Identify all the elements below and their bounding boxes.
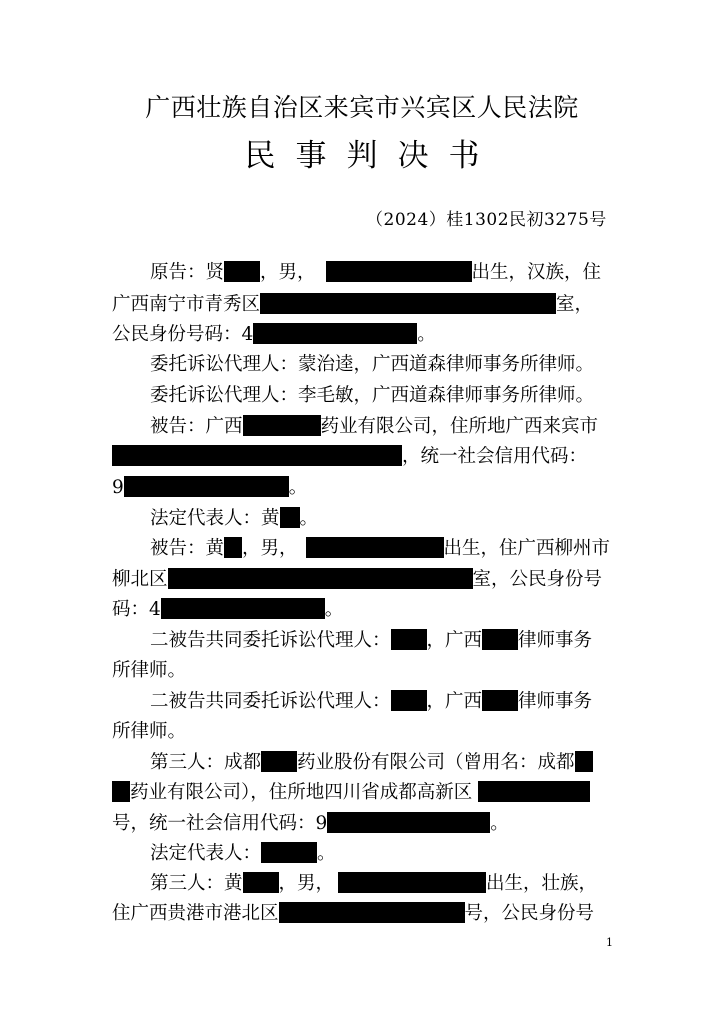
- document-title: 民事判决书: [244, 138, 500, 174]
- redaction: [224, 261, 260, 282]
- legal-representative-line: 法定代表人：黄 。: [150, 508, 319, 529]
- redaction: [112, 445, 402, 466]
- third-party-person-address-line: 住广西贵港市港北区 号，公民身份号: [112, 903, 595, 924]
- redaction: [482, 690, 518, 711]
- redaction: [391, 690, 427, 711]
- redaction: [161, 598, 325, 619]
- joint-agent-2-cont: 所律师。: [112, 721, 187, 742]
- plaintiff-line: 原告：贤 ，男， 出生，汉族，住: [150, 262, 602, 283]
- redaction: [112, 781, 130, 802]
- redaction: [482, 629, 518, 650]
- third-party-company-line: 第三人：成都 药业股份有限公司（曾用名：成都: [150, 747, 617, 779]
- redaction: [243, 415, 321, 436]
- defendant-person-id-line: 码：4 。: [112, 599, 344, 620]
- third-party-company-credit-code-line: 号，统一社会信用代码：9 。: [112, 813, 509, 834]
- redaction: [338, 872, 486, 893]
- redaction: [306, 537, 444, 558]
- joint-agent-2-line: 二被告共同委托诉讼代理人： ，广西 律师事务: [150, 691, 593, 712]
- plaintiff-address-line: 广西南宁市青秀区 室，: [112, 294, 594, 315]
- redaction: [261, 842, 317, 863]
- case-number: （2024）桂1302民初3275号: [366, 210, 607, 230]
- redaction: [124, 476, 289, 497]
- joint-agent-1-line: 二被告共同委托诉讼代理人： ，广西 律师事务: [150, 630, 593, 651]
- redaction: [260, 293, 556, 314]
- page-number: 1: [606, 936, 613, 949]
- redaction: [261, 751, 297, 772]
- redaction: [391, 629, 427, 650]
- plaintiff-agent-1: 委托诉讼代理人：蒙治逵，广西道森律师事务所律师。: [150, 354, 595, 375]
- defendant-person-line: 被告：黄 ，男， 出生，住广西柳州市: [150, 538, 611, 559]
- defendant-company-line: 被告：广西 药业有限公司，住所地广西来宾市: [150, 416, 599, 437]
- redaction: [243, 872, 279, 893]
- redaction: [279, 902, 465, 923]
- redaction: [327, 812, 490, 833]
- third-party-legal-rep-line: 法定代表人： 。: [150, 843, 336, 864]
- third-party-person-line: 第三人：黄 ，男， 出生，壮族，: [150, 873, 598, 894]
- redaction: [280, 507, 300, 528]
- redaction: [575, 751, 593, 772]
- plaintiff-agent-2: 委托诉讼代理人：李毛敏，广西道森律师事务所律师。: [150, 385, 595, 406]
- defendant-person-address-line: 柳北区 室，公民身份号: [112, 569, 603, 590]
- court-name: 广西壮族自治区来宾市兴宾区人民法院: [145, 93, 579, 122]
- redaction: [168, 568, 473, 589]
- third-party-company-address-line: 药业有限公司），住所地四川省成都高新区: [112, 777, 617, 809]
- defendant-company-address-line: ，统一社会信用代码：: [112, 441, 617, 473]
- redaction: [253, 323, 417, 344]
- joint-agent-1-cont: 所律师。: [112, 660, 187, 681]
- defendant-company-credit-code-line: 9 。: [112, 477, 308, 498]
- plaintiff-id-line: 公民身份号码：4 。: [112, 324, 436, 345]
- redaction: [326, 261, 472, 282]
- redaction: [478, 781, 590, 802]
- redaction: [224, 537, 242, 558]
